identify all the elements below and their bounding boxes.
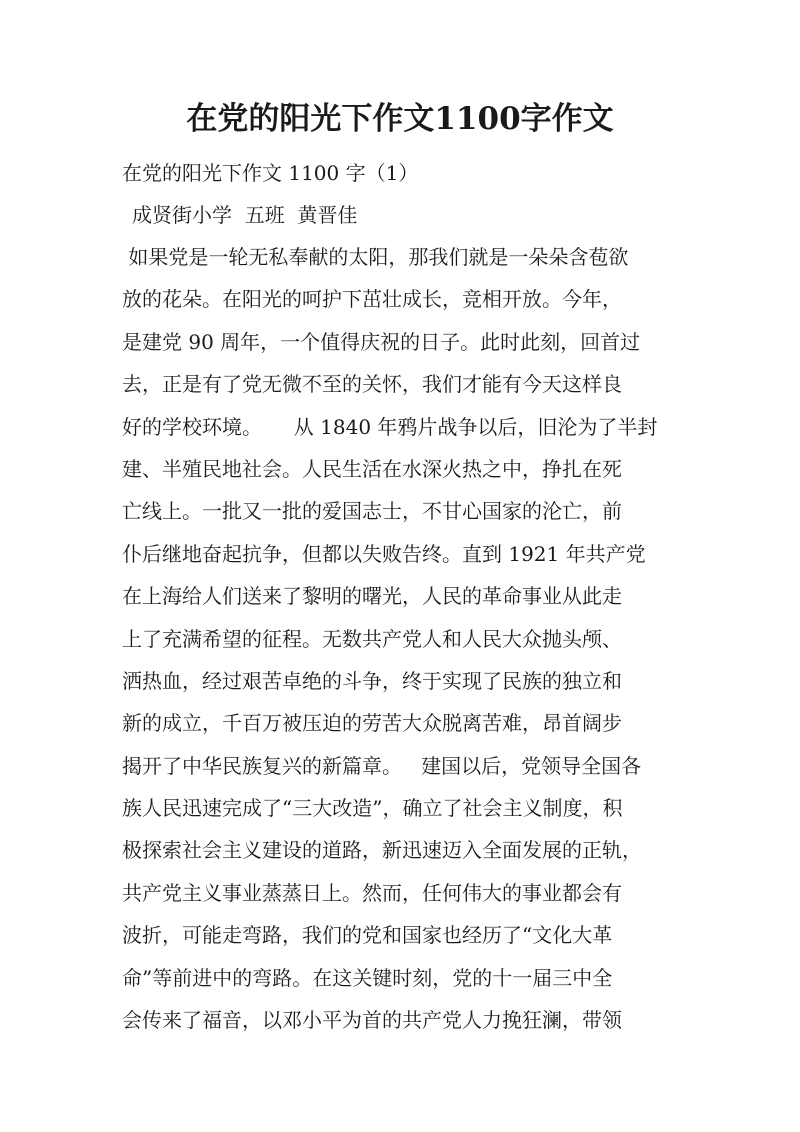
body-text-line: 会传来了福音，以邓小平为首的共产党人力挽狂澜，带领 — [122, 1008, 622, 1033]
body-text-line: 极探索社会主义建设的道路，新迅速迈入全面发展的正轨， — [122, 838, 642, 863]
body-text-line: 揭开了中华民族复兴的新篇章。 建国以后，党领导全国各 — [122, 753, 642, 778]
body-text-line: 上了充满希望的征程。无数共产党人和人民大众抛头颅、 — [122, 626, 622, 651]
body-text-line: 波折，可能走弯路，我们的党和国家也经历了“文化大革 — [122, 923, 613, 948]
essay-body — [122, 242, 682, 1047]
body-text-line: 新的成立，千百万被压迫的劳苦大众脱离苦难，昂首阔步 — [122, 711, 622, 736]
body-text-line: 好的学校环境。 从 1840 年鸦片战争以后，旧沦为了半封 — [122, 414, 658, 439]
document-title: 在党的阳光下作文1100字作文 — [186, 101, 614, 137]
body-text-line: 在上海给人们送来了黎明的曙光，人民的革命事业从此走 — [122, 584, 622, 609]
body-text-line: 如果党是一轮无私奉献的太阳，那我们就是一朵朵含苞欲 — [122, 245, 629, 269]
body-text-line: 命”等前进中的弯路。在这关键时刻，党的十一届三中全 — [122, 965, 613, 990]
body-text-line: 族人民迅速完成了“三大改造”，确立了社会主义制度，积 — [122, 796, 623, 821]
essay-subtitle: 在党的阳光下作文 1100 字（1） — [122, 161, 419, 185]
body-text-line: 亡线上。一批又一批的爱国志士，不甘心国家的沦亡，前 — [122, 499, 622, 524]
body-text-line: 共产党主义事业蒸蒸日上。然而，任何伟大的事业都会有 — [122, 880, 622, 905]
body-text-line: 仆后继地奋起抗争，但都以失败告终。直到 1921 年共产党 — [122, 541, 646, 566]
author-line: 成贤街小学 五班 黄晋佳 — [132, 203, 358, 227]
body-text-line: 去，正是有了党无微不至的关怀，我们才能有今天这样良 — [122, 372, 622, 397]
body-text-line: 是建党 90 周年，一个值得庆祝的日子。此时此刻，回首过 — [122, 329, 641, 354]
body-text-line: 洒热血，经过艰苦卓绝的斗争，终于实现了民族的独立和 — [122, 668, 622, 693]
body-text-line: 建、半殖民地社会。人民生活在水深火热之中，挣扎在死 — [122, 456, 622, 481]
body-text-line: 放的花朵。在阳光的呵护下茁壮成长，竞相开放。今年， — [122, 287, 622, 312]
